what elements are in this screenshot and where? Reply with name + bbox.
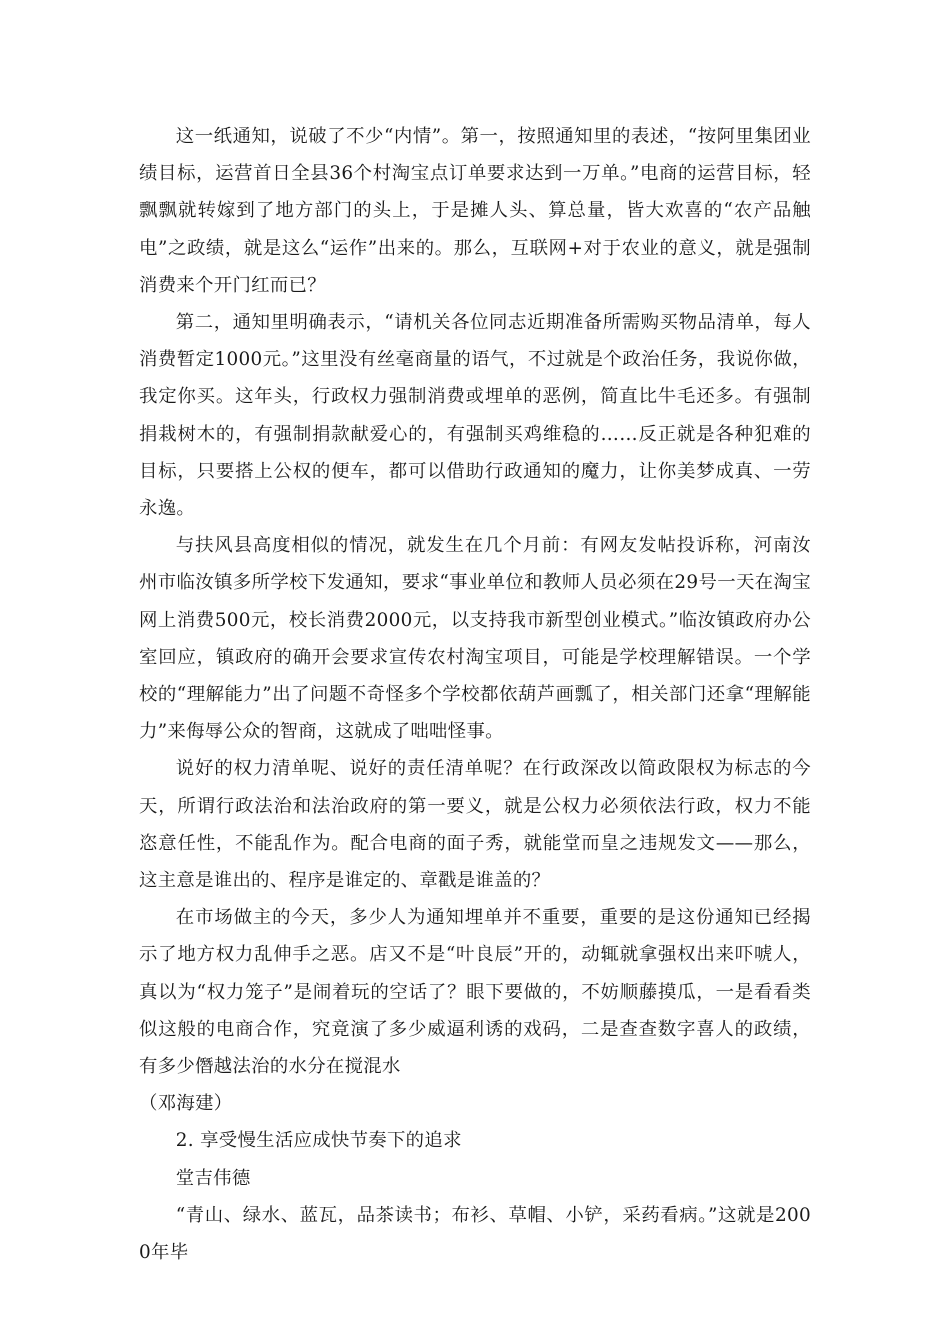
document-body	[139, 118, 811, 1271]
paragraph-5: 在市场做主的今天，多少人为通知埋单并不重要，重要的是这份通知已经揭示了地方权力乱伸手之恶。店又不是“叶良辰”开的，动辄就拿强权出来吓唬人，真以为“权力笼子”是闹着玩的空话了？眼下要做的，不妨顺藤摸瓜，一是看看类似这般的电商合作，究竟演了多少威逼利诱的戏码，二是查查数字喜人的政绩，有多少僭越法治的水分在搅混水	[139, 907, 811, 1078]
paragraph-4: 说好的权力清单呢、说好的责任清单呢？在行政深改以简政限权为标志的今天，所谓行政法治和法治政府的第一要义，就是公权力必须依法行政，权力不能恣意任性，不能乱作为。配合电商的面子秀，就能堂而皇之违规发文——那么，这主意是谁出的、程序是谁定的、章戳是谁盖的？	[139, 758, 811, 892]
section-heading: 2. 享受慢生活应成快节奏下的追求	[175, 1130, 462, 1152]
section-author: 堂吉伟德	[175, 1167, 251, 1189]
paragraph-3: 与扶风县高度相似的情况，就发生在几个月前：有网友发帖投诉称，河南汝州市临汝镇多所学校下发通知，要求“事业单位和教师人员必须在29号一天在淘宝网上消费500元，校长消费2000元，以支持我市新型创业模式。”临汝镇政府办公室回应，镇政府的确开会要求宣传农村淘宝项目，可能是学校理解错误。一个学校的“理解能力”出了问题不奇怪多个学校都依葫芦画瓢了，相关部门还拿“理解能力”来侮辱公众的智商，这就成了咄咄怪事。	[139, 535, 811, 743]
paragraph-2: 第二，通知里明确表示，“请机关各位同志近期准备所需购买物品清单，每人消费暂定1000元。”这里没有丝毫商量的语气，不过就是个政治任务，我说你做，我定你买。这年头，行政权力强制消费或埋单的恶例，简直比牛毛还多。有强制捐栽树木的，有强制捐款献爱心的，有强制买鸡维稳的……反正就是各种犯难的目标，只要搭上公权的便车，都可以借助行政通知的魔力，让你美梦成真、一劳永逸。	[139, 312, 811, 520]
byline: （邓海建）	[139, 1093, 233, 1115]
last-paragraph: “青山、绿水、蓝瓦，品茶读书；布衫、草帽、小铲，采药看病。”这就是2000年毕	[139, 1204, 811, 1264]
paragraph-1: 这一纸通知，说破了不少“内情”。第一，按照通知里的表述，“按阿里集团业绩目标，运营首日全县36个村淘宝点订单要求达到一万单。”电商的运营目标，轻飘飘就转嫁到了地方部门的头上，于是摊人头、算总量，皆大欢喜的“农产品触电”之政绩，就是这么“运作”出来的。那么，互联网+对于农业的意义，就是强制消费来个开门红而已？	[139, 126, 811, 296]
